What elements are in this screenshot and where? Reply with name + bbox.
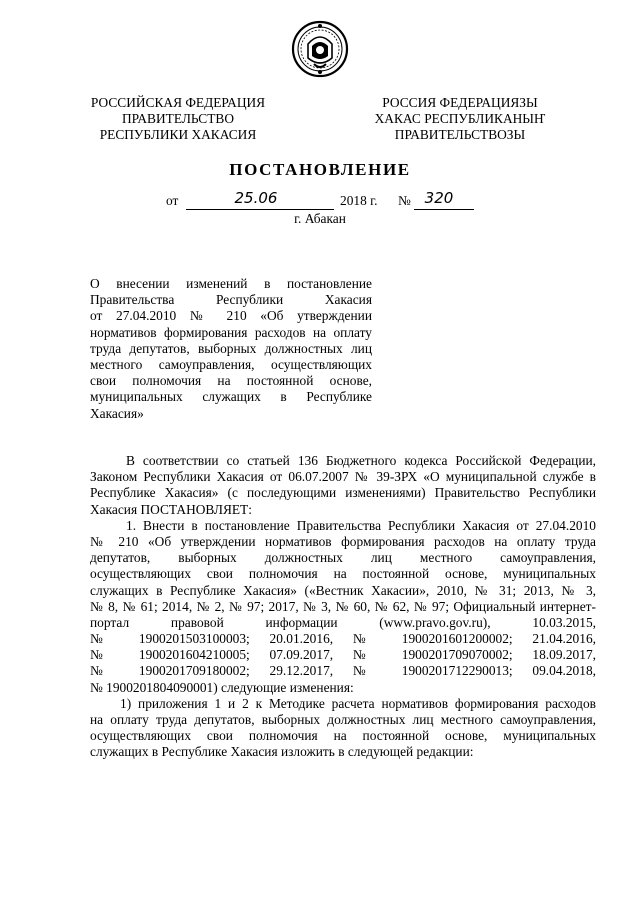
city: г. Абакан bbox=[294, 211, 346, 226]
header-right-line: РОССИЯ ФЕДЕРАЦИЯЗЫ bbox=[382, 95, 538, 110]
header-left-line: РЕСПУБЛИКИ ХАКАСИЯ bbox=[99, 127, 257, 142]
coat-of-arms-icon bbox=[291, 20, 349, 78]
date-line bbox=[0, 189, 640, 213]
body-line: служащих в Республике Хакасия» («Вестник Хакасии», 2010, № 31; 2013, № 3, bbox=[90, 582, 596, 598]
body-line: портал правовой информации (www.pravo.gov.ru), 10.03.2015, bbox=[90, 614, 596, 630]
body-text bbox=[90, 453, 596, 761]
subject-line: муниципальных служащих в Республике bbox=[90, 389, 372, 405]
subject-block bbox=[90, 276, 372, 422]
header-right-line: ПРАВИТЕЛЬСТВОЗЫ bbox=[394, 127, 526, 142]
body-line: осуществляющих свои полномочия на постоянной основе, муниципальных bbox=[90, 728, 596, 744]
body-line: депутатов, выборных должностных лиц местного самоуправления, bbox=[90, 550, 596, 566]
body-line: служащих в Республике Хакасия изложить в следующей редакции: bbox=[90, 744, 474, 760]
subject-line: труда депутатов, выборных должностных лиц bbox=[90, 340, 372, 356]
body-line: 1. Внести в постановление Правительства Республики Хакасия от 27.04.2010 bbox=[126, 517, 596, 533]
body-line: № 1900201503100003; 20.01.2016, № 1900201601200002; 21.04.2016, bbox=[90, 631, 596, 647]
body-line: В соответствии со статьей 136 Бюджетного кодекса Российской Федерации, bbox=[126, 453, 596, 468]
body-line: № 210 «Об утверждении нормативов формирования расходов на оплату труда bbox=[90, 533, 596, 549]
body-line: осуществляющих свои полномочия на постоянной основе, муниципальных bbox=[90, 566, 596, 582]
body-line: 1) приложения 1 и 2 к Методике расчета нормативов формирования расходов bbox=[120, 695, 596, 711]
date-year: 2018 г. bbox=[340, 193, 378, 208]
header-left bbox=[62, 95, 294, 143]
header-right bbox=[345, 95, 575, 143]
body-line: Хакасия ПОСТАНОВЛЯЕТ: bbox=[90, 501, 252, 517]
body-line: № 1900201604210005; 07.09.2017, № 1900201709070002; 18.09.2017, bbox=[90, 647, 596, 663]
header-left-line: РОССИЙСКАЯ ФЕДЕРАЦИЯ bbox=[90, 95, 266, 110]
number-handwritten: 320 bbox=[424, 189, 454, 207]
body-line: на оплату труда депутатов, выборных должностных лиц местного самоуправления, bbox=[90, 712, 596, 727]
number-label: № bbox=[398, 193, 411, 208]
number-underline bbox=[414, 209, 474, 210]
subject-line: свои полномочия на постоянной основе, bbox=[90, 373, 372, 389]
header-right-line: ХАКАС РЕСПУБЛИКАНЫҤ bbox=[374, 111, 546, 126]
date-underline bbox=[186, 209, 334, 210]
header-left-line: ПРАВИТЕЛЬСТВО bbox=[121, 111, 234, 126]
subject-line: нормативов формирования расходов на оплату bbox=[90, 324, 372, 340]
subject-line: местного самоуправления, осуществляющих bbox=[90, 356, 372, 372]
subject-line: О внесении изменений в постановление bbox=[90, 276, 372, 291]
subject-line: от 27.04.2010 № 210 «Об утверждении bbox=[90, 308, 372, 324]
body-line: Законом Республики Хакасия от 06.07.2007 № 39-ЗРХ «О муниципальной службе в bbox=[90, 469, 596, 485]
body-line: № 8, № 61; 2014, № 2, № 97; 2017, № 3, № 60, № 62, № 97; Официальный интернет- bbox=[90, 598, 596, 614]
body-line: № 1900201709180002; 29.12.2017, № 1900201712290013; 09.04.2018, bbox=[90, 663, 596, 679]
date-handwritten: 25.06 bbox=[234, 189, 278, 207]
body-line: № 1900201804090001) следующие изменения: bbox=[90, 679, 354, 695]
subject-line: Правительства Республики Хакасия bbox=[90, 292, 372, 308]
body-line: Республике Хакасия» (с последующими изменениями) Правительство Республики bbox=[90, 485, 596, 501]
date-from-label: от bbox=[166, 193, 179, 208]
subject-line: Хакасия» bbox=[90, 405, 144, 421]
document-title: ПОСТАНОВЛЕНИЕ bbox=[229, 160, 411, 179]
